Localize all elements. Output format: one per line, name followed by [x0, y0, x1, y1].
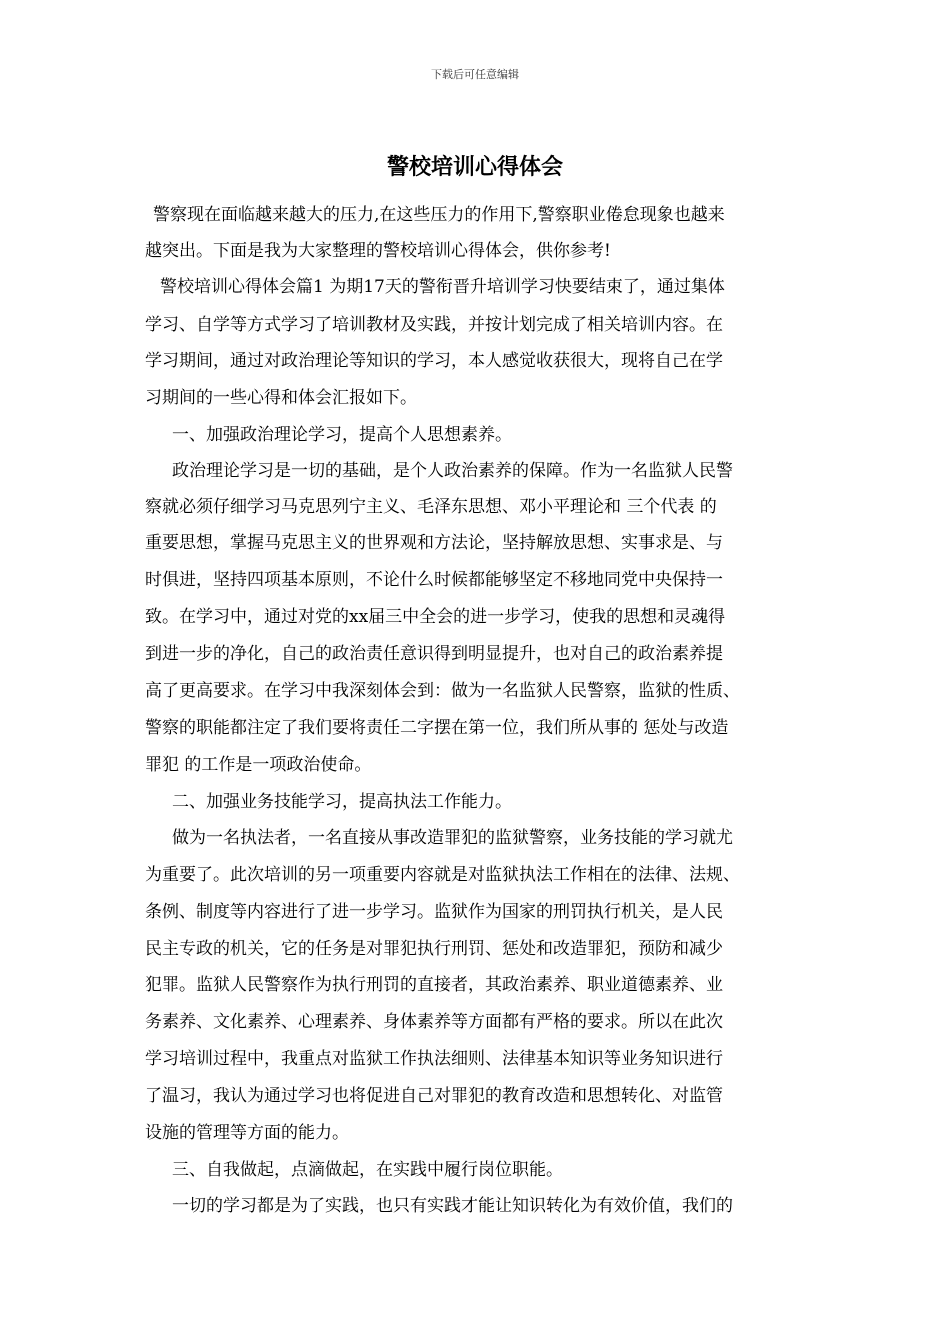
paragraph-line: 学习、自学等方式学习了培训教材及实践，并按计划完成了相关培训内容。在: [145, 315, 723, 335]
paragraph-line: 了温习，我认为通过学习也将促进自己对罪犯的教育改造和思想转化、对监管: [145, 1086, 723, 1106]
paragraph-line: 越突出。下面是我为大家整理的警校培训心得体会，供你参考!: [145, 241, 611, 261]
paragraph-line: 犯罪。监狱人民警察作为执行刑罚的直接者，其政治素养、职业道德素养、业: [145, 975, 723, 995]
paragraph-line: 警察现在面临越来越大的压力,在这些压力的作用下,警察职业倦怠现象也越来: [153, 205, 725, 225]
paragraph-line: 一切的学习都是为了实践，也只有实践才能让知识转化为有效价值，我们的: [172, 1196, 733, 1216]
paragraph-line: 务素养、文化素养、心理素养、身体素养等方面都有严格的要求。所以在此次: [145, 1012, 723, 1032]
paragraph-line: 重要思想，掌握马克思主义的世界观和方法论，坚持解放思想、实事求是、与: [145, 533, 723, 553]
paragraph-line: 警察的职能都注定了我们要将责任二字摆在第一位，我们所从事的 惩处与改造: [145, 718, 729, 738]
paragraph-line: 条例、制度等内容进行了进一步学习。监狱作为国家的刑罚执行机关，是人民: [145, 902, 723, 922]
paragraph-line: 政治理论学习是一切的基础，是个人政治素养的保障。作为一名监狱人民警: [172, 461, 733, 481]
paragraph-line: 设施的管理等方面的能力。: [145, 1123, 349, 1143]
section-heading: 二、加强业务技能学习，提高执法工作能力。: [172, 792, 512, 812]
paragraph-line: 习期间的一些心得和体会汇报如下。: [145, 388, 417, 408]
section-heading: 三、自我做起，点滴做起，在实践中履行岗位职能。: [172, 1160, 563, 1180]
paragraph-line: 为重要了。此次培训的另一项重要内容就是对监狱执法工作相在的法律、法规、: [145, 865, 740, 885]
paragraph-line: 民主专政的机关，它的任务是对罪犯执行刑罚、惩处和改造罪犯，预防和减少: [145, 939, 723, 959]
header-note: 下载后可任意编辑: [431, 68, 519, 81]
document-title: 警校培训心得体会: [386, 154, 563, 180]
paragraph-line: 学习培训过程中，我重点对监狱工作执法细则、法律基本知识等业务知识进行: [145, 1049, 723, 1069]
paragraph-line: 时俱进，坚持四项基本原则，不论什么时候都能够坚定不移地同党中央保持一: [145, 570, 723, 590]
paragraph-line: 罪犯 的工作是一项政治使命。: [145, 755, 372, 775]
section-heading: 一、加强政治理论学习，提高个人思想素养。: [172, 425, 512, 445]
paragraph-line: 致。在学习中，通过对党的xx届三中全会的进一步学习，使我的思想和灵魂得: [145, 607, 726, 627]
paragraph-line: 学习期间，通过对政治理论等知识的学习，本人感觉收获很大，现将自己在学: [145, 351, 723, 371]
paragraph-line: 高了更高要求。在学习中我深刻体会到：做为一名监狱人民警察，监狱的性质、: [145, 681, 740, 701]
paragraph-line: 做为一名执法者，一名直接从事改造罪犯的监狱警察，业务技能的学习就尤: [172, 828, 733, 848]
paragraph-line: 警校培训心得体会篇1 为期17天的警衔晋升培训学习快要结束了，通过集体: [160, 277, 725, 297]
paragraph-line: 察就必须仔细学习马克思列宁主义、毛泽东思想、邓小平理论和 三个代表 的: [145, 497, 717, 517]
paragraph-line: 到进一步的净化，自己的政治责任意识得到明显提升，也对自己的政治素养提: [145, 644, 723, 664]
